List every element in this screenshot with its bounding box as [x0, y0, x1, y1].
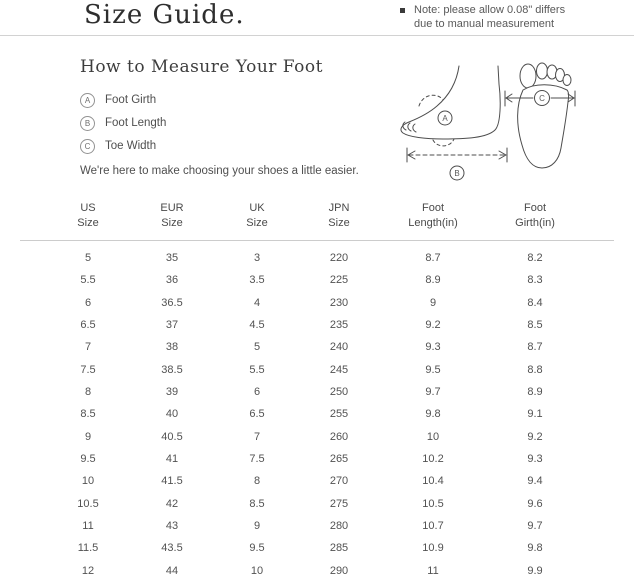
- table-cell: 7.5: [249, 453, 265, 466]
- diagram-label-c: C: [539, 94, 545, 103]
- tagline: We're here to make choosing your shoes a little easier.: [80, 165, 359, 177]
- table-cell: 8.5: [249, 497, 265, 510]
- table-cell: 8.3: [527, 274, 543, 287]
- table-cell: 8.9: [527, 386, 543, 399]
- table-cell: 11: [427, 564, 439, 577]
- table-row: [0, 560, 634, 582]
- table-row: [0, 537, 634, 559]
- circled-a-icon: A: [80, 93, 95, 108]
- table-cell: 9.8: [425, 408, 441, 421]
- table-cell: 270: [329, 475, 349, 488]
- table-cell: 8.4: [527, 296, 543, 309]
- table-cell: 9.9: [527, 564, 543, 577]
- table-cell: 43.5: [161, 542, 183, 555]
- circled-b-icon: B: [80, 116, 95, 131]
- table-cell: 275: [329, 497, 349, 510]
- table-cell: 260: [329, 430, 349, 443]
- legend-item-foot-girth: [80, 93, 156, 107]
- table-cell: 9: [84, 430, 92, 443]
- table-cell: 280: [329, 520, 349, 533]
- table-cell: 8: [84, 386, 92, 399]
- table-cell: 5.5: [80, 274, 96, 287]
- table-cell: 10.5: [422, 497, 444, 510]
- column-header: UK Size: [246, 202, 268, 229]
- note-line-2: due to manual measurement: [414, 18, 555, 30]
- table-row: [0, 470, 634, 492]
- table-cell: 6: [253, 386, 261, 399]
- table-cell: 9: [429, 296, 437, 309]
- table-cell: 36.5: [161, 296, 183, 309]
- column-header: US Size: [77, 202, 99, 229]
- table-cell: 9.8: [527, 542, 543, 555]
- table-cell: 12: [81, 564, 95, 577]
- section-heading: How to Measure Your Foot: [80, 57, 323, 77]
- table-cell: 3: [253, 252, 261, 264]
- note-bullet-icon: [400, 8, 405, 13]
- table-cell: 11.5: [77, 542, 99, 555]
- table-cell: 7: [253, 430, 261, 443]
- column-header: JPN Size: [328, 202, 350, 229]
- column-header: EUR Size: [160, 202, 184, 229]
- table-cell: 240: [329, 341, 349, 354]
- table-row: [0, 314, 634, 336]
- table-row: [0, 292, 634, 314]
- table-cell: 9.7: [527, 520, 543, 533]
- table-cell: 7: [84, 341, 92, 354]
- table-cell: 4.5: [249, 319, 265, 332]
- table-row: [0, 426, 634, 448]
- table-cell: 9.5: [80, 453, 96, 466]
- table-cell: 43: [165, 520, 179, 533]
- table-cell: 6.5: [249, 408, 265, 421]
- diagram-label-b: B: [454, 169, 460, 178]
- table-cell: 9.3: [527, 453, 543, 466]
- table-header-row: [0, 201, 634, 233]
- table-cell: 41: [165, 453, 179, 466]
- legend-item-foot-length: [80, 116, 166, 130]
- table-cell: 37: [165, 319, 179, 332]
- table-cell: 38: [165, 341, 179, 354]
- table-row: [0, 515, 634, 537]
- table-cell: 220: [329, 252, 349, 264]
- table-cell: 10.7: [422, 520, 444, 533]
- table-cell: 255: [329, 408, 349, 421]
- table-cell: 8.7: [527, 341, 543, 354]
- table-row: [0, 269, 634, 291]
- measurement-note: [414, 3, 565, 31]
- circled-c-icon: C: [80, 139, 95, 154]
- table-cell: 230: [329, 296, 349, 309]
- legend-label: Foot Girth: [105, 94, 157, 106]
- column-header: Foot Length(in): [408, 202, 458, 229]
- table-cell: 44: [165, 564, 179, 577]
- table-cell: 8.2: [527, 252, 543, 264]
- table-cell: 9.6: [527, 497, 543, 510]
- table-cell: 8: [253, 475, 261, 488]
- table-cell: 38.5: [161, 363, 183, 376]
- table-cell: 10.4: [422, 475, 444, 488]
- table-cell: 6: [84, 296, 92, 309]
- table-cell: 9.3: [425, 341, 441, 354]
- legend-label: Toe Width: [105, 140, 157, 152]
- table-cell: 8.8: [527, 363, 543, 376]
- table-cell: 4: [253, 296, 261, 309]
- table-cell: 9.2: [425, 319, 441, 332]
- table-cell: 40.5: [161, 430, 183, 443]
- table-cell: 9: [253, 520, 261, 533]
- table-cell: 5.5: [249, 363, 265, 376]
- table-cell: 285: [329, 542, 349, 555]
- page-title: Size Guide.: [84, 0, 245, 30]
- table-row: [0, 336, 634, 358]
- table-cell: 8.5: [80, 408, 96, 421]
- table-row: [0, 381, 634, 403]
- table-cell: 290: [329, 564, 349, 577]
- column-header: Foot Girth(in): [515, 202, 555, 229]
- table-row: [0, 493, 634, 515]
- table-cell: 9.5: [425, 363, 441, 376]
- table-cell: 10.2: [422, 453, 444, 466]
- note-line-1: Note: please allow 0.08" differs: [414, 4, 566, 16]
- table-cell: 40: [165, 408, 179, 421]
- table-cell: 3.5: [249, 274, 265, 287]
- size-table: [0, 247, 634, 582]
- table-cell: 35: [165, 252, 179, 264]
- table-row: [0, 448, 634, 470]
- table-cell: 9.4: [527, 475, 543, 488]
- table-cell: 235: [329, 319, 349, 332]
- table-cell: 10: [426, 430, 440, 443]
- table-cell: 250: [329, 386, 349, 399]
- table-cell: 5: [253, 341, 261, 354]
- table-cell: 265: [329, 453, 349, 466]
- foot-measurement-diagram-icon: [395, 60, 590, 182]
- table-cell: 9.5: [249, 542, 265, 555]
- table-cell: 9.7: [425, 386, 441, 399]
- legend-label: Foot Length: [105, 117, 167, 129]
- table-cell: 36: [165, 274, 179, 287]
- table-cell: 9.1: [527, 408, 543, 421]
- table-header-divider: [20, 240, 614, 241]
- table-cell: 10.5: [77, 497, 99, 510]
- table-cell: 225: [329, 274, 349, 287]
- legend-item-toe-width: [80, 139, 156, 153]
- table-cell: 10.9: [422, 542, 444, 555]
- table-cell: 7.5: [80, 363, 96, 376]
- table-cell: 8.9: [425, 274, 441, 287]
- table-cell: 8.5: [527, 319, 543, 332]
- table-cell: 5: [84, 252, 92, 264]
- table-cell: 11: [82, 520, 94, 533]
- table-cell: 10: [81, 475, 95, 488]
- table-row: [0, 247, 634, 269]
- diagram-label-a: A: [442, 114, 448, 123]
- table-cell: 10: [250, 564, 264, 577]
- table-cell: 245: [329, 363, 349, 376]
- table-cell: 42: [165, 497, 179, 510]
- table-cell: 41.5: [161, 475, 183, 488]
- table-row: [0, 359, 634, 381]
- table-cell: 39: [165, 386, 179, 399]
- table-cell: 8.7: [425, 252, 441, 264]
- top-divider: [0, 35, 634, 36]
- table-cell: 6.5: [80, 319, 96, 332]
- table-row: [0, 403, 634, 425]
- table-cell: 9.2: [527, 430, 543, 443]
